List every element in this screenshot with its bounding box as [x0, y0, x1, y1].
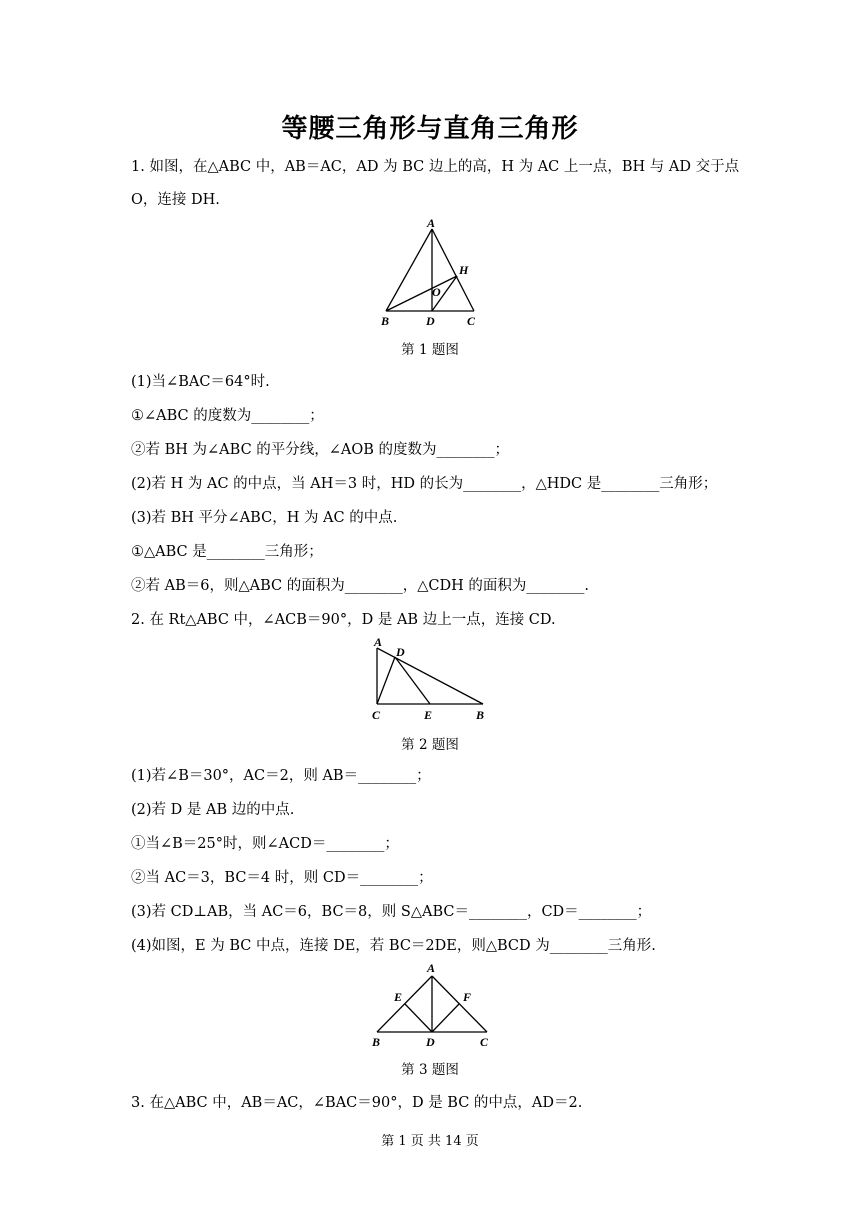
- problem-1-statement: 1. 如图，在△ABC 中，AB＝AC，AD 为 BC 边上的高，H 为 AC 上一点，BH 与 AD 交于点: [131, 159, 740, 175]
- fig3-label-b: B: [372, 1035, 381, 1049]
- problem-2-part-4: (4)如图，E 为 BC 中点，连接 DE，若 BC＝2DE，则△BCD 为________三角形.: [131, 938, 656, 954]
- problem-2-part-3: (3)若 CD⊥AB，当 AC＝6，BC＝8，则 S△ABC＝________，CD＝________；: [131, 904, 652, 920]
- fig3-label-c: C: [480, 1035, 489, 1049]
- problem-2-part-2-q1: ①当∠B＝25°时，则∠ACD＝________；: [131, 836, 399, 852]
- fig1-label-c: C: [467, 314, 476, 328]
- problem-2-part-1: (1)若∠B＝30°，AC＝2，则 AB＝________；: [131, 768, 431, 784]
- problem-1-part-2: (2)若 H 为 AC 的中点，当 AH＝3 时，HD 的长为________，△HDC 是________三角形；: [131, 476, 718, 492]
- problem-1-part-3-q1: ①△ABC 是________三角形；: [131, 544, 323, 560]
- fig3-label-a: A: [427, 961, 436, 975]
- fig3-label-e: E: [394, 990, 403, 1004]
- problem-2-part-2-q2: ②当 AC＝3，BC＝4 时，则 CD＝________；: [131, 870, 433, 886]
- figure-2-caption: 第 2 题图: [401, 737, 459, 753]
- fig1-label-b: B: [381, 314, 390, 328]
- figure-3-caption: 第 3 题图: [401, 1062, 459, 1078]
- problem-1-part-1-q1: ①∠ABC 的度数为________；: [131, 408, 324, 424]
- fig1-label-h: H: [459, 263, 469, 277]
- fig2-label-a: A: [374, 635, 383, 649]
- fig3-label-d: D: [426, 1035, 435, 1049]
- figure-1-caption: 第 1 题图: [401, 342, 459, 358]
- fig1-label-a: A: [427, 216, 436, 230]
- problem-2-part-2: (2)若 D 是 AB 边的中点.: [131, 802, 295, 818]
- problem-1-part-3: (3)若 BH 平分∠ABC，H 为 AC 的中点.: [131, 510, 398, 526]
- figure-3: [365, 958, 495, 1053]
- problem-1-part-3-q2: ②若 AB＝6，则△ABC 的面积为________，△CDH 的面积为________.: [131, 578, 589, 594]
- problem-1-part-1: (1)当∠BAC＝64°时.: [131, 374, 270, 390]
- fig3-label-f: F: [463, 990, 472, 1004]
- fig2-label-d: D: [396, 645, 405, 659]
- problem-3-statement: 3. 在△ABC 中，AB＝AC，∠BAC＝90°，D 是 BC 的中点，AD＝2.: [131, 1095, 583, 1111]
- problem-1-statement-cont: O，连接 DH.: [131, 192, 220, 208]
- figure-1: [375, 215, 485, 330]
- problem-1-part-1-q2: ②若 BH 为∠ABC 的平分线，∠AOB 的度数为________；: [131, 442, 510, 458]
- figure-2: [365, 634, 495, 724]
- fig2-label-c: C: [372, 708, 381, 722]
- fig2-label-e: E: [424, 708, 433, 722]
- fig2-label-b: B: [476, 708, 485, 722]
- page-title: 等腰三角形与直角三角形: [281, 114, 579, 144]
- fig1-label-o: O: [432, 285, 441, 299]
- page-footer: 第 1 页 共 14 页: [381, 1134, 479, 1149]
- fig1-label-d: D: [426, 314, 435, 328]
- problem-2-statement: 2. 在 Rt△ABC 中，∠ACB＝90°，D 是 AB 边上一点，连接 CD.: [131, 612, 556, 628]
